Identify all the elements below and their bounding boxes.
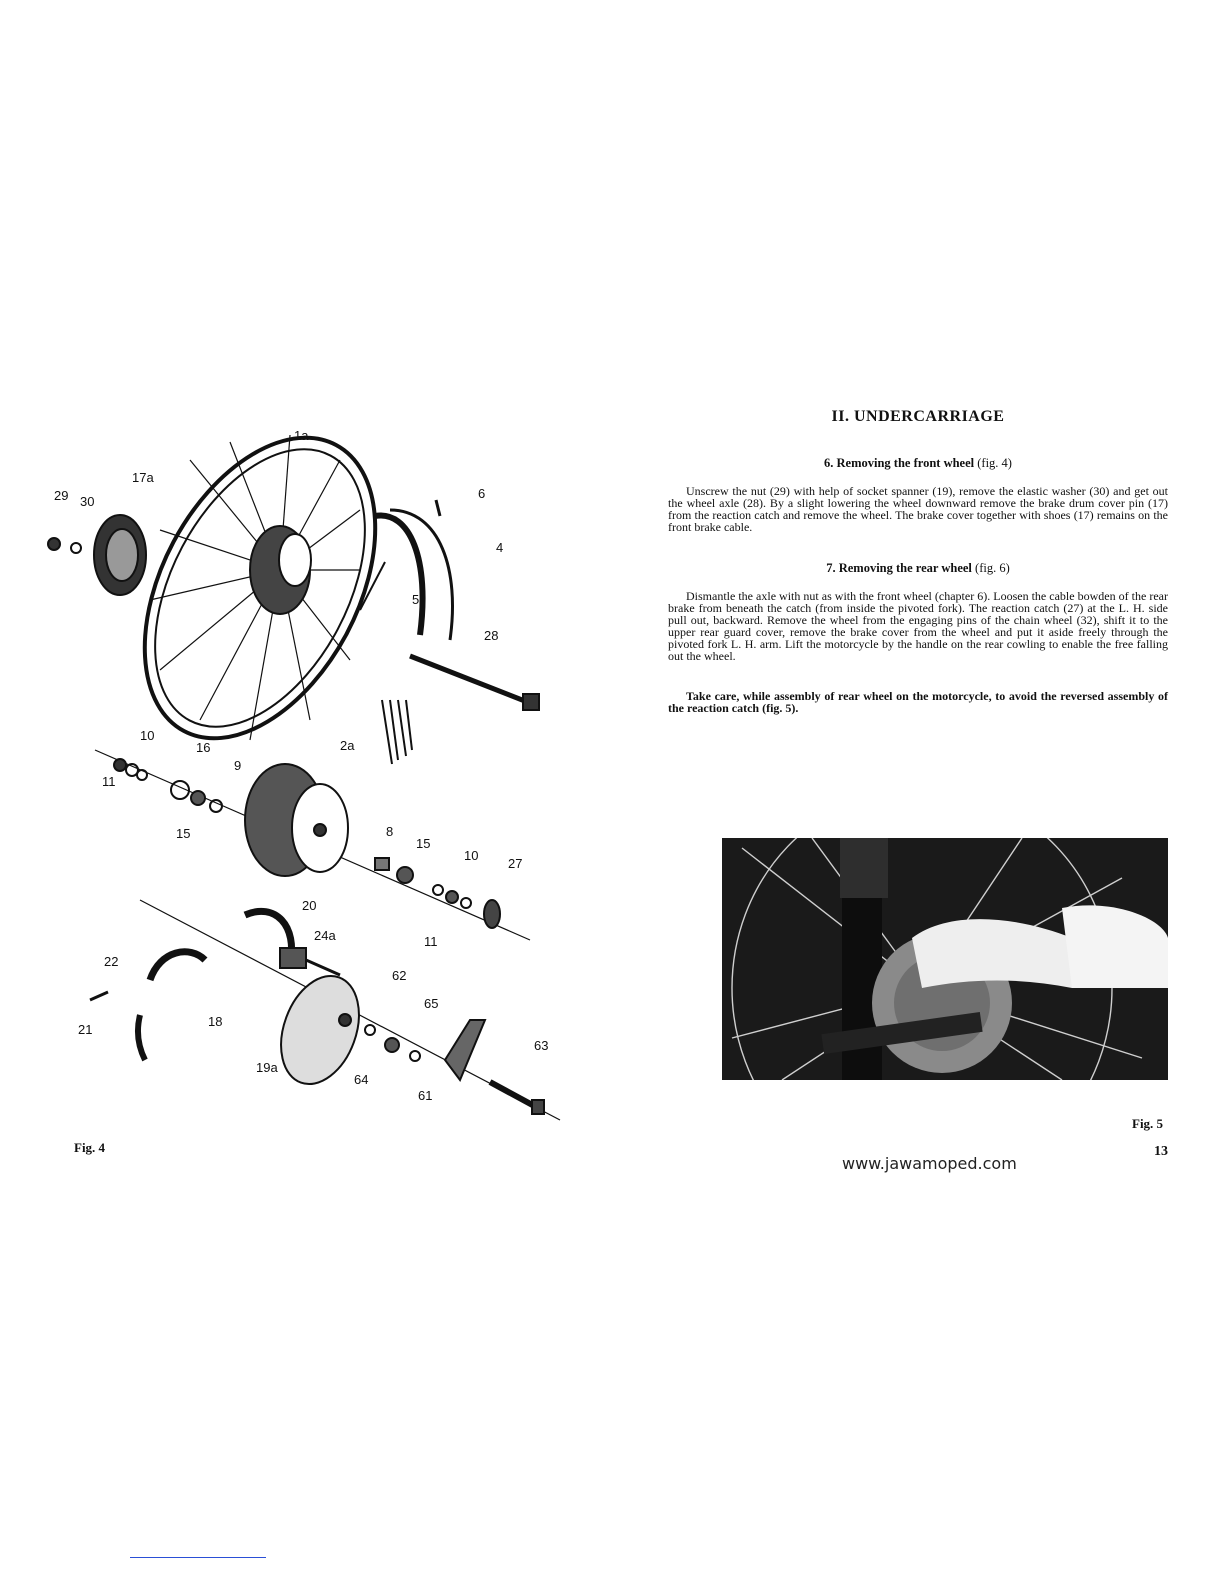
section-heading-rear-wheel [668, 561, 1168, 576]
part-label: 29 [54, 488, 69, 503]
part-label: 5 [412, 592, 420, 607]
section-heading-front-wheel [668, 456, 1168, 471]
website-link[interactable]: www.jawamoped.com [842, 1154, 1017, 1173]
part-label: 10 [140, 728, 155, 743]
part-label: 6 [478, 486, 486, 501]
text-column [668, 408, 1168, 742]
part-label: 1a [294, 428, 309, 443]
part-label: 24a [314, 928, 336, 943]
figure-5-caption: Fig. 5 [1132, 1116, 1164, 1131]
rear-wheel-photo-svg [722, 838, 1168, 1080]
part-label: 18 [208, 1014, 223, 1029]
part-label: 8 [386, 824, 394, 839]
wheel-diagram-svg [40, 420, 610, 1140]
footnote-rule [130, 1557, 266, 1558]
part-label: 21 [78, 1022, 93, 1037]
part-label: 63 [534, 1038, 549, 1053]
figure-5-photo [722, 838, 1168, 1080]
section-heading-text: 6. Removing the front wheel [824, 456, 975, 470]
section-heading-text: 7. Removing the rear wheel [826, 561, 972, 575]
part-label: 16 [196, 740, 211, 755]
section-figure-ref: (fig. 6) [975, 561, 1010, 575]
part-label: 2a [340, 738, 355, 753]
part-label: 28 [484, 628, 499, 643]
part-label: 27 [508, 856, 523, 871]
part-label: 15 [176, 826, 191, 841]
part-label: 22 [104, 954, 119, 969]
figure-4-exploded-wheel-diagram [40, 420, 610, 1140]
part-label: 61 [418, 1088, 433, 1103]
part-label: 20 [302, 898, 317, 913]
part-label: 9 [234, 758, 242, 773]
part-label: 30 [80, 494, 95, 509]
front-wheel-paragraph: Unscrew the nut (29) with help of socket spanner (19), remove the elastic washer (30) and get out the wheel axle (28). By a slight lowering the wheel downward remove the brake drum cover pin (17) from the reaction catch and remove the wheel. The brake cover together with shoes (17) remains on the front brake cable. [668, 484, 1168, 534]
part-label: 65 [424, 996, 439, 1011]
page-number: 13 [1154, 1144, 1168, 1159]
part-label: 4 [496, 540, 504, 555]
part-label: 15 [416, 836, 431, 851]
part-label: 17a [132, 470, 154, 485]
assembly-note: Take care, while assembly of rear wheel on the motorcycle, to avoid the reversed assembly of the reaction catch (fig. 5). [668, 689, 1168, 715]
figure-4-caption: Fig. 4 [74, 1140, 106, 1155]
part-label: 64 [354, 1072, 369, 1087]
part-label: 10 [464, 848, 479, 863]
part-label: 11 [424, 934, 438, 949]
part-label: 62 [392, 968, 407, 983]
part-label: 19a [256, 1060, 278, 1075]
part-label: 11 [102, 774, 116, 789]
section-figure-ref: (fig. 4) [977, 456, 1012, 470]
rear-wheel-paragraph: Dismantle the axle with nut as with the front wheel (chapter 6). Loosen the cable bowden of the rear brake from beneath the catch (from inside the pivoted fork). The reaction catch (27) at the L. H. side pull out, backward. Remove the wheel from the engaging pins of the chain wheel (32), shift it to the upper rear guard cover, remove the brake cover from the wheel and put it aside freely through the pivoted fork L. H. arm. Lift the motorcycle by the handle on the rear cowling to enable the free falling out the wheel. [668, 589, 1168, 663]
chapter-title: II. UNDERCARRIAGE [831, 408, 1005, 425]
